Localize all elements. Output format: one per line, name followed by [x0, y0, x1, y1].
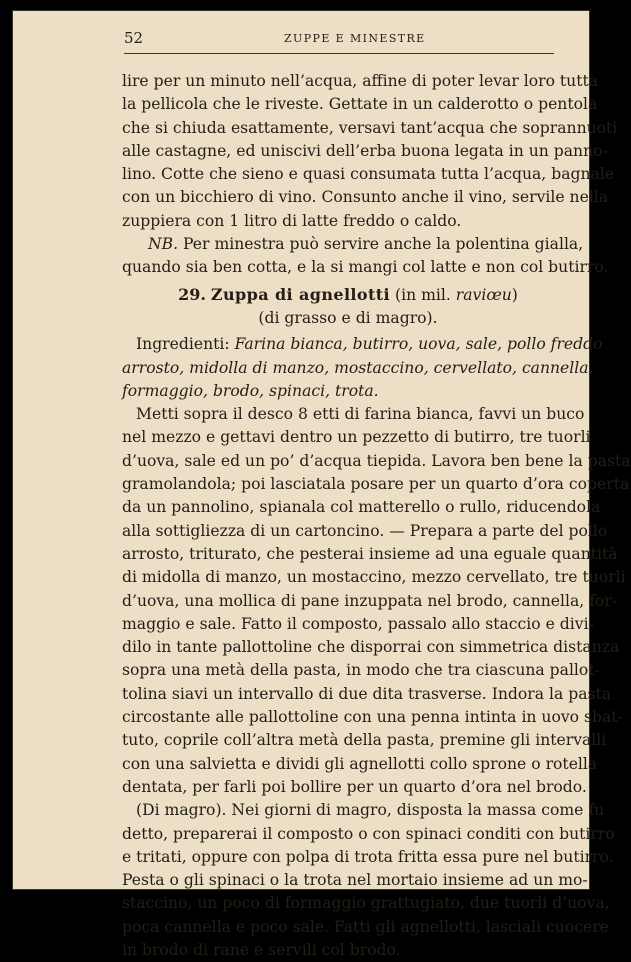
dialect-name: raviœu [455, 285, 512, 304]
text-line: con una salvietta e dividi gli agnellotti collo sprone o rotella [122, 754, 598, 773]
nb-label: NB. [148, 235, 179, 254]
dialect-note-close: ) [511, 285, 518, 304]
dialect-note-open: (in mil. [395, 285, 456, 304]
text-line: arrosto, triturato, che pesterai insieme ad una eguale quantità [122, 544, 618, 563]
ingredients [122, 333, 603, 403]
book-page [12, 10, 631, 959]
text-line: d’uova, sale ed un po’ d’acqua tiepida. Lavora ben bene la pasta [122, 451, 631, 470]
text-line [122, 333, 603, 356]
text-line: di midolla di manzo, un mostaccino, mezzo cervellato, tre tuorli [122, 568, 626, 587]
recipe-title [122, 283, 574, 331]
text-line: e tritati, oppure con polpa di trota fritta essa pure nel butirro. [122, 847, 614, 866]
text-line: Pesta o gli spinaci o la trota nel mortaio insieme ad un mo- [122, 871, 588, 890]
text-line: detto, preparerai il composto o con spinaci conditi con butirro [122, 824, 615, 843]
recipe-number: 29. [178, 284, 206, 304]
text-line: tuto, coprile coll’altra metà della pasta, premine gli intervalli [122, 731, 607, 750]
text-line: poca cannella e poco sale. Fatti gli agnellotti, lasciali cuocere [122, 917, 609, 936]
text-line: d’uova, una mollica di pane inzuppata nel brodo, cannella, for- [122, 591, 618, 610]
previous-recipe-continuation [122, 70, 618, 233]
text-line: zuppiera con 1 litro di latte freddo o caldo. [122, 211, 462, 230]
text-line: che si chiuda esattamente, versavi tant’acqua che soprannuoti [122, 118, 618, 137]
lean-variant-paragraph [122, 799, 615, 962]
text-line: lire per un minuto nell’acqua, affine di poter levar loro tutta [122, 72, 599, 90]
title-line [122, 283, 574, 307]
text-line: alle castagne, ed uniscivi dell’erba buona legata in un panno- [122, 141, 608, 160]
text-line: in brodo di rane e servili col brodo. [122, 940, 401, 959]
text-line: maggio e sale. Fatto il composto, passalo allo staccio e divi- [122, 614, 594, 633]
text-line: quando sia ben cotta, e la si mangi col latte e non col butirro. [122, 258, 609, 277]
text-line: nel mezzo e gettavi dentro un pezzetto di butirro, tre tuorli [122, 428, 591, 447]
text-line: formaggio, brodo, spinaci, trota. [122, 381, 379, 400]
text-line: circostante alle pallottoline con una penna intinta in uovo sbat- [122, 708, 623, 727]
text-line: arrosto, midolla di manzo, mostaccino, cervellato, cannella, [122, 358, 594, 377]
ingredients-list: Farina bianca, butirro, uova, sale, pollo freddo [234, 335, 603, 354]
text-line: da un pannolino, spianala col matterello o rullo, riducendola [122, 498, 601, 517]
running-title: ZUPPE E MINESTRE [284, 32, 426, 45]
page-header [124, 29, 554, 57]
text-line: lino. Cotte che sieno e quasi consumata tutta l’acqua, bagnale [122, 165, 615, 184]
recipe-subtitle: (di grasso e di magro). [258, 308, 438, 327]
text-line: gramolandola; poi lasciatala posare per un quarto d’ora coperta [122, 475, 630, 494]
text-line [122, 233, 584, 256]
header-rule [124, 53, 554, 54]
page-number: 52 [124, 29, 144, 47]
nota-bene [122, 233, 609, 280]
method-paragraph [122, 403, 631, 799]
text-line: la pellicola che le riveste. Gettate in un calderotto o pentola [122, 95, 598, 114]
text-line: tolina siavi un intervallo di due dita trasverse. Indora la pasta [122, 684, 612, 703]
page-body [122, 70, 631, 962]
text-line: dentata, per farli poi bollire per un quarto d’ora nel brodo. [122, 777, 587, 796]
text-line: staccino, un poco di formaggio grattugiato, due tuorli d’uova, [122, 894, 610, 913]
text-line: sopra una metà della pasta, in modo che tra ciascuna pallot- [122, 661, 600, 680]
text-line: dilo in tante pallottoline che disporrai con simmetrica distanza [122, 638, 620, 657]
text-line: alla sottigliezza di un cartoncino. — Prepara a parte del pollo [122, 521, 608, 540]
text-line: Metti sopra il desco 8 etti di farina bianca, favvi un buco [136, 405, 585, 424]
text-line: con un bicchiero di vino. Consunto anche il vino, servile nella [122, 188, 609, 207]
recipe-name: Zuppa di agnellotti [210, 284, 391, 304]
text-line: (Di magro). Nei giorni di magro, disposta la massa come fu [136, 801, 605, 820]
ingredients-label: Ingredienti: [136, 335, 235, 354]
nb-text: Per minestra può servire anche la polentina gialla, [178, 235, 584, 254]
